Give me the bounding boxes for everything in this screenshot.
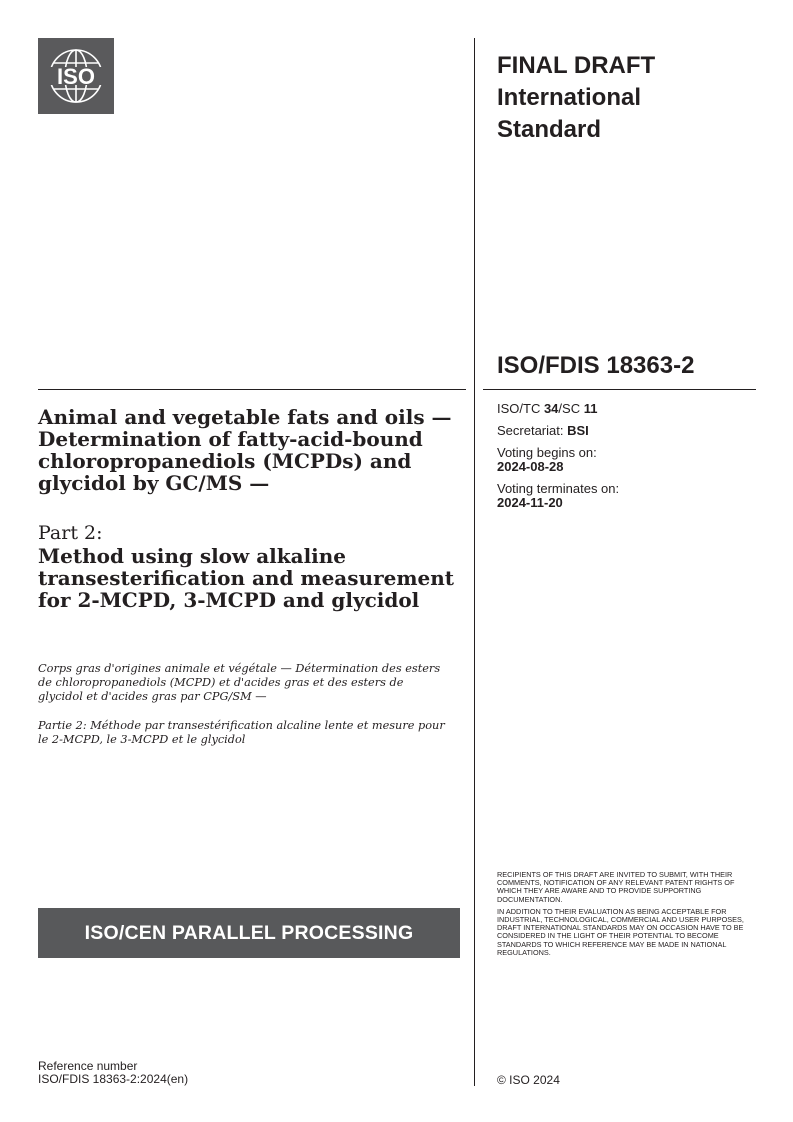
document-reference: ISO/FDIS 18363-2 [497, 352, 695, 379]
doc-type-line: Standard [497, 116, 602, 143]
voting-begins-date: 2024-08-28 [497, 459, 564, 474]
doc-type-line: International [497, 84, 642, 111]
parallel-processing-banner: ISO/CEN PARALLEL PROCESSING [38, 908, 460, 958]
document-metadata [497, 402, 747, 518]
horizontal-divider-right [483, 389, 756, 390]
notice-paragraph: IN ADDITION TO THEIR EVALUATION AS BEING ACCEPTABLE FOR INDUSTRIAL, TECHNOLOGICAL, COMMERCIAL AND USER PURPOSES, DRAFT INTERNATIONAL STANDARDS MAY ON OCCASION HAVE TO BE CONSIDERED IN THE LIGHT OF THEIR POTENTIAL TO BECOME STANDARDS TO WHICH REFERENCE MAY BE MADE IN NATIONAL REGULATIONS. [497, 906, 744, 957]
horizontal-divider-left [38, 389, 466, 390]
copyright: © ISO 2024 [497, 1073, 560, 1087]
notice-paragraph: RECIPIENTS OF THIS DRAFT ARE INVITED TO SUBMIT, WITH THEIR COMMENTS, NOTIFICATION OF ANY RELEVANT PATENT RIGHTS OF WHICH THEY ARE AWARE AND TO PROVIDE SUPPORTING DOCUMENTATION. [497, 870, 735, 904]
iso-logo [38, 38, 114, 114]
reference-number [38, 1060, 188, 1086]
voting-terminates-label: Voting terminates on: [497, 481, 620, 496]
secretariat [497, 424, 747, 438]
secretariat-value: BSI [567, 423, 589, 438]
sc-number: 11 [583, 401, 598, 416]
french-title: Corps gras d'origines animale et végétale — Détermination des esters de chloropropanediols (MCPD) et d'acides gras et des esters de glycidol et d'acides gras par CPG/SM — [38, 662, 441, 703]
tc-number: 34 [543, 401, 559, 416]
logo-text: ISO [57, 64, 95, 89]
draft-notice [497, 871, 749, 961]
reference-number-label: Reference number [38, 1059, 138, 1073]
voting-terminates-date: 2024-11-20 [497, 495, 563, 510]
french-part-title: Partie 2: Méthode par transestérification alcaline lente et mesure pour le 2-MCPD, le 3-MCPD et le glycidol [38, 719, 445, 746]
part-title: Method using slow alkaline transesterification and measurement for 2-MCPD, 3-MCPD and glycidol [38, 544, 454, 612]
part-label: Part 2: [38, 522, 103, 544]
reference-number-value: ISO/FDIS 18363-2:2024(en) [38, 1072, 189, 1086]
document-type [497, 50, 655, 146]
voting-begins-label: Voting begins on: [497, 445, 597, 460]
sc-prefix: /SC [558, 401, 584, 416]
title-main: Animal and vegetable fats and oils — Determination of fatty-acid-bound chloropropanediols (MCPDs) and glycidol by GC/MS — [38, 405, 452, 495]
doc-type-line: FINAL DRAFT [497, 52, 656, 79]
secretariat-label: Secretariat: [497, 423, 568, 438]
vertical-divider [474, 38, 475, 1086]
globe-icon [38, 38, 114, 114]
tc-prefix: ISO/TC [497, 401, 544, 416]
committee [497, 402, 747, 416]
